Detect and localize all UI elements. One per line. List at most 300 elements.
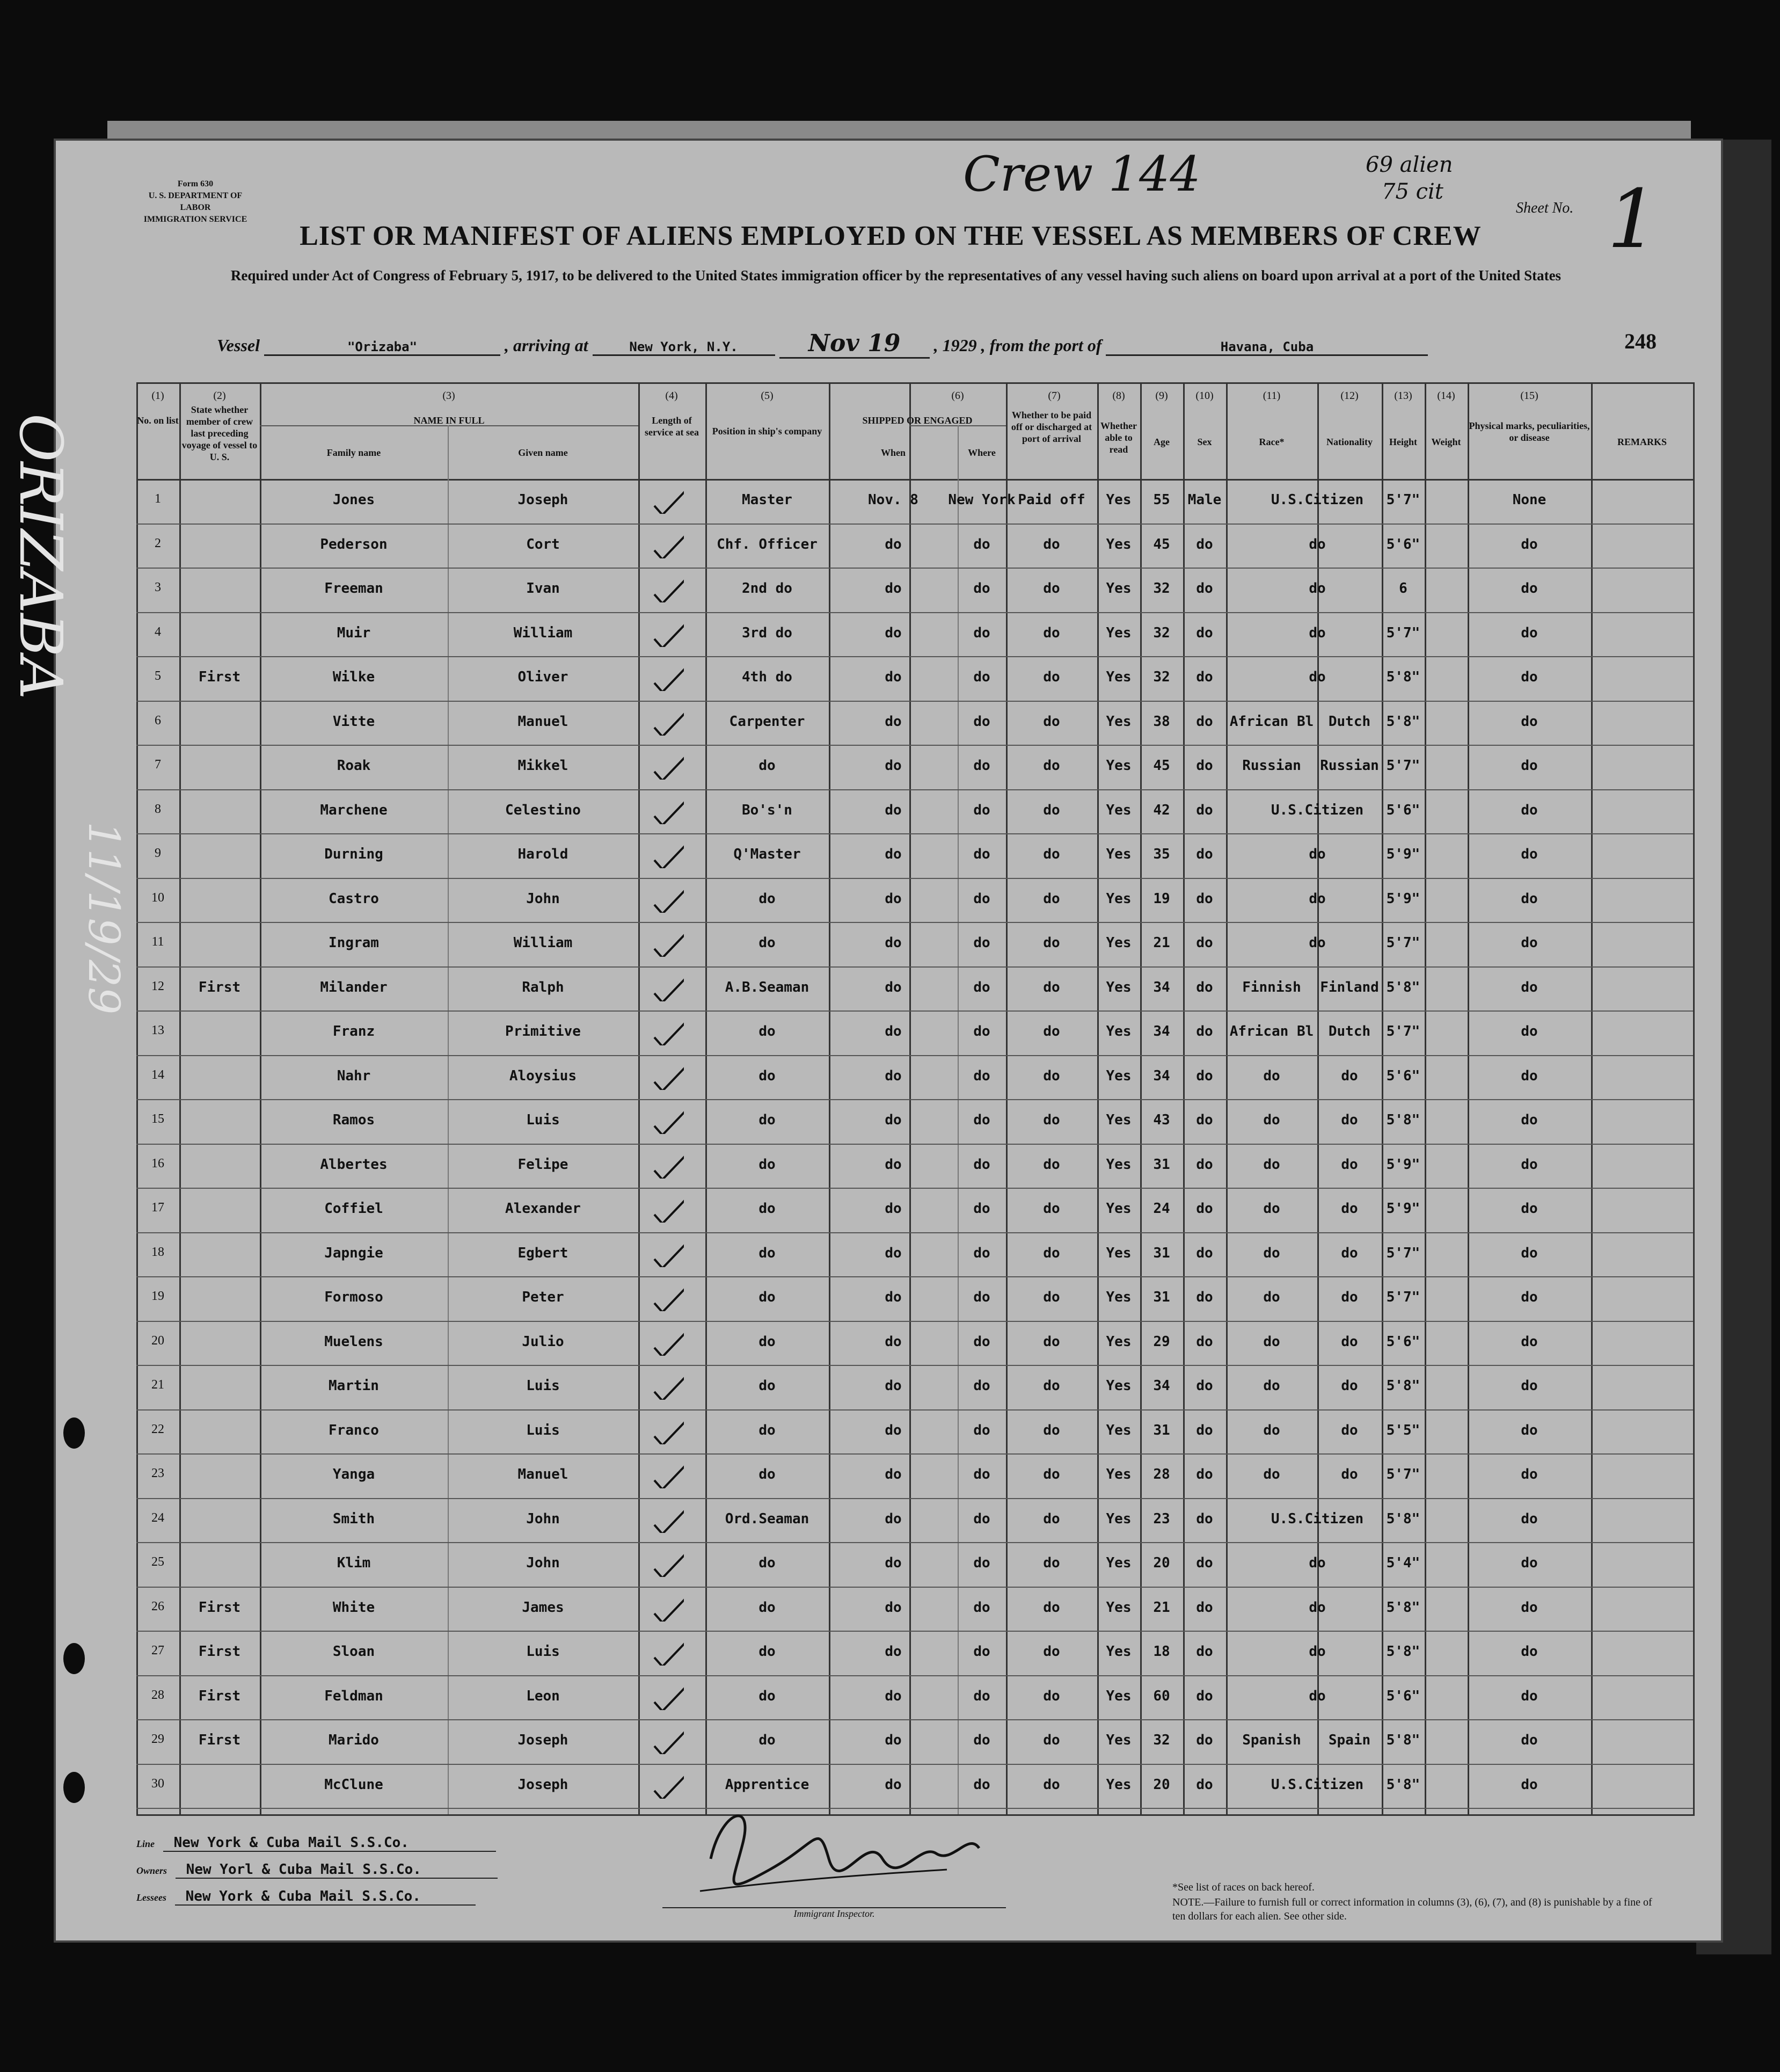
check-mark-icon — [652, 1240, 684, 1267]
table-row-rule — [136, 1587, 1693, 1588]
cell-when: do — [885, 1466, 902, 1482]
cell-race: do — [1263, 1245, 1280, 1261]
check-mark-icon — [652, 620, 684, 647]
row-number: 17 — [151, 1201, 164, 1215]
cell-when: do — [885, 1644, 902, 1660]
cell-given: John — [526, 890, 560, 907]
cell-marks: do — [1521, 1466, 1538, 1482]
cell-when: do — [885, 1333, 902, 1350]
table-row-rule — [136, 1055, 1693, 1056]
cell-paid: Paid off — [1018, 492, 1085, 508]
margin-vessel-name: ORIZABA — [6, 413, 75, 700]
cell-given: Manuel — [517, 1466, 568, 1482]
cell-prev: First — [198, 1644, 241, 1660]
cell-position: do — [758, 1732, 776, 1748]
column-number: (12) — [1340, 390, 1359, 402]
table-row-rule — [136, 612, 1693, 613]
cell-race: Russian — [1242, 758, 1301, 774]
cell-given: Harold — [517, 846, 568, 862]
cell-sex: do — [1196, 1023, 1213, 1039]
cell-read: Yes — [1106, 1289, 1132, 1305]
cell-family: Yanga — [332, 1466, 375, 1482]
cell-age: 34 — [1153, 979, 1170, 995]
cell-height: 5'9" — [1386, 1201, 1420, 1217]
cell-family: Castro — [329, 890, 379, 907]
cell-paid: do — [1043, 758, 1060, 774]
line-label: Line — [136, 1838, 155, 1849]
cell-height: 5'9" — [1386, 846, 1420, 862]
cell-age: 32 — [1153, 580, 1170, 597]
cell-when: do — [885, 713, 902, 730]
cell-nationality: do — [1341, 1466, 1358, 1482]
cell-height: 5'7" — [1386, 1245, 1420, 1261]
row-number: 7 — [155, 758, 161, 772]
cell-paid: do — [1043, 1644, 1060, 1660]
cell-where: New York — [948, 492, 1016, 508]
cell-height: 5'6" — [1386, 1688, 1420, 1704]
cell-marks: do — [1521, 1023, 1538, 1039]
cell-family: Muelens — [324, 1333, 383, 1350]
cell-height: 5'8" — [1386, 1599, 1420, 1616]
cell-position: 3rd do — [742, 624, 792, 641]
departure-port: Havana, Cuba — [1106, 339, 1428, 356]
cell-position: do — [758, 890, 776, 907]
check-mark-icon — [652, 1506, 684, 1533]
cell-prev: First — [198, 1599, 241, 1616]
row-number: 21 — [151, 1378, 164, 1392]
cell-where: do — [973, 846, 990, 862]
row-number: 26 — [151, 1599, 164, 1613]
cell-nationality: do — [1309, 580, 1326, 597]
cell-position: do — [758, 1289, 776, 1305]
cell-read: Yes — [1106, 1201, 1132, 1217]
cell-age: 45 — [1153, 536, 1170, 552]
owners-label: Owners — [136, 1865, 167, 1876]
check-mark-icon — [652, 709, 684, 736]
cell-paid: do — [1043, 1466, 1060, 1482]
owners-value: New Yorl & Cuba Mail S.S.Co. — [176, 1862, 498, 1879]
cell-read: Yes — [1106, 1599, 1132, 1616]
cell-prev: First — [198, 979, 241, 995]
cell-race: do — [1263, 1466, 1280, 1482]
cell-sex: do — [1196, 669, 1213, 685]
check-mark-icon — [652, 1063, 684, 1090]
cell-height: 5'8" — [1386, 1510, 1420, 1527]
cell-where: do — [973, 669, 990, 685]
cell-paid: do — [1043, 935, 1060, 951]
table-row-rule — [136, 922, 1693, 923]
cell-sex: do — [1196, 802, 1213, 818]
cell-sex: do — [1196, 1599, 1213, 1616]
cell-height: 5'7" — [1386, 935, 1420, 951]
row-number: 3 — [155, 580, 161, 594]
cell-read: Yes — [1106, 1422, 1132, 1438]
cell-when: Nov. 8 — [868, 492, 918, 508]
footer-line-row — [136, 1835, 496, 1852]
year: 29 — [959, 336, 977, 355]
cell-read: Yes — [1106, 1688, 1132, 1704]
cell-position: do — [758, 1422, 776, 1438]
cell-read: Yes — [1106, 979, 1132, 995]
cell-age: 35 — [1153, 846, 1170, 862]
cell-nationality: do — [1341, 1333, 1358, 1350]
cell-read: Yes — [1106, 580, 1132, 597]
cell-sex: do — [1196, 1156, 1213, 1173]
row-number: 29 — [151, 1732, 164, 1746]
cell-where: do — [973, 1555, 990, 1571]
form-header — [136, 178, 254, 226]
cell-when: do — [885, 1688, 902, 1704]
cell-age: 42 — [1153, 802, 1170, 818]
table-row-rule — [136, 568, 1693, 569]
check-mark-icon — [652, 1683, 684, 1710]
cell-sex: do — [1196, 1466, 1213, 1482]
cell-where: do — [973, 1422, 990, 1438]
cell-age: 32 — [1153, 1732, 1170, 1748]
cell-read: Yes — [1106, 669, 1132, 685]
cell-position: Bo's'n — [742, 802, 792, 818]
penalty-note: NOTE.—Failure to furnish full or correct information in columns (3), (6), (7), and (8) is punishable by a fine of ten dollars for each alien. See other side. — [1172, 1896, 1652, 1922]
cell-where: do — [973, 1156, 990, 1173]
cell-read: Yes — [1106, 846, 1132, 862]
cell-marks: do — [1521, 1156, 1538, 1173]
cell-height: 5'9" — [1386, 1156, 1420, 1173]
cell-paid: do — [1043, 1378, 1060, 1394]
cell-family: Smith — [332, 1510, 375, 1527]
column-header-weight: Weight — [1431, 437, 1461, 447]
cell-height: 5'8" — [1386, 1112, 1420, 1128]
cell-nationality: do — [1341, 1422, 1358, 1438]
cell-age: 38 — [1153, 713, 1170, 730]
cell-paid: do — [1043, 1776, 1060, 1793]
table-row-rule — [136, 1188, 1693, 1189]
column-header-able-read: Whether able to read — [1100, 420, 1137, 455]
cell-height: 5'7" — [1386, 1023, 1420, 1039]
vessel-line — [217, 330, 1428, 359]
cell-given: Celestino — [505, 802, 581, 818]
cell-marks: do — [1521, 1378, 1538, 1394]
cell-age: 31 — [1153, 1245, 1170, 1261]
table-row-rule — [136, 1010, 1693, 1012]
cell-marks: do — [1521, 1067, 1538, 1084]
cell-when: do — [885, 935, 902, 951]
row-number: 13 — [151, 1023, 164, 1037]
cell-where: do — [973, 890, 990, 907]
cell-marks: do — [1521, 580, 1538, 597]
cell-position: do — [758, 1112, 776, 1128]
column-header-sex: Sex — [1197, 437, 1212, 447]
cell-where: do — [973, 1245, 990, 1261]
cell-marks: do — [1521, 1732, 1538, 1748]
cell-paid: do — [1043, 979, 1060, 995]
row-number: 28 — [151, 1688, 164, 1702]
check-mark-icon — [652, 930, 684, 957]
cell-when: do — [885, 1112, 902, 1128]
cell-age: 32 — [1153, 669, 1170, 685]
cell-race: Finnish — [1242, 979, 1301, 995]
races-note: *See list of races on back hereof. — [1172, 1881, 1315, 1893]
cell-age: 29 — [1153, 1333, 1170, 1350]
cell-height: 5'8" — [1386, 1776, 1420, 1793]
cell-where: do — [973, 802, 990, 818]
cell-when: do — [885, 1245, 902, 1261]
cell-prev: First — [198, 1688, 241, 1704]
cell-where: do — [973, 1378, 990, 1394]
cell-paid: do — [1043, 713, 1060, 730]
cell-family: Franz — [332, 1023, 375, 1039]
row-number: 27 — [151, 1644, 164, 1657]
cell-marks: do — [1521, 890, 1538, 907]
cell-where: do — [973, 979, 990, 995]
cell-age: 32 — [1153, 624, 1170, 641]
crew-table — [136, 382, 1693, 1816]
cell-given: James — [522, 1599, 564, 1616]
cell-marks: do — [1521, 935, 1538, 951]
cell-family: Japngie — [324, 1245, 383, 1261]
column-header-length-service: Length of service at sea — [645, 415, 699, 438]
row-number: 23 — [151, 1466, 164, 1480]
cell-paid: do — [1043, 802, 1060, 818]
cell-family: White — [332, 1599, 375, 1616]
cell-sex: do — [1196, 1201, 1213, 1217]
cell-family: Vitte — [332, 713, 375, 730]
column-number: (15) — [1520, 390, 1538, 402]
cell-given: Luis — [526, 1378, 560, 1394]
column-header-state-member: State whether member of crew last preceding voyage of vessel to U. S. — [181, 404, 258, 462]
cell-given: Ralph — [522, 979, 564, 995]
cell-sex: do — [1196, 1732, 1213, 1748]
cell-age: 19 — [1153, 890, 1170, 907]
cell-where: do — [973, 1644, 990, 1660]
column-number: (9) — [1155, 390, 1168, 402]
cell-nationality: do — [1341, 1156, 1358, 1173]
cell-age: 23 — [1153, 1510, 1170, 1527]
cell-nationality: U.S.Citizen — [1271, 1776, 1364, 1793]
cell-nationality: Spain — [1328, 1732, 1371, 1748]
cell-nationality: U.S.Citizen — [1271, 492, 1364, 508]
column-number: (3) — [442, 390, 455, 402]
cell-sex: do — [1196, 979, 1213, 995]
cell-height: 5'7" — [1386, 758, 1420, 774]
cell-family: Franco — [329, 1422, 379, 1438]
cell-given: John — [526, 1555, 560, 1571]
cell-paid: do — [1043, 669, 1060, 685]
cell-age: 20 — [1153, 1555, 1170, 1571]
cell-sex: do — [1196, 1333, 1213, 1350]
cell-where: do — [973, 713, 990, 730]
cell-marks: do — [1521, 1112, 1538, 1128]
year-prefix: , 19 — [933, 336, 960, 355]
cell-paid: do — [1043, 580, 1060, 597]
cell-when: do — [885, 1599, 902, 1616]
check-mark-icon — [652, 975, 684, 1001]
cell-nationality: do — [1341, 1289, 1358, 1305]
check-mark-icon — [652, 1107, 684, 1134]
cell-where: do — [973, 758, 990, 774]
cell-family: Muir — [337, 624, 371, 641]
cell-when: do — [885, 669, 902, 685]
row-number: 20 — [151, 1333, 164, 1348]
cell-age: 34 — [1153, 1378, 1170, 1394]
row-number: 16 — [151, 1156, 164, 1171]
column-number: (11) — [1263, 390, 1281, 402]
cell-position: do — [758, 1599, 776, 1616]
cell-prev: First — [198, 1732, 241, 1748]
cell-when: do — [885, 1201, 902, 1217]
page-subtitle: Required under Act of Congress of February 5, 1917, to be delivered to the United States immigration officer by the representatives of any vessel having such aliens on board upon arrival at a port of the United States — [230, 267, 1562, 283]
cell-read: Yes — [1106, 1510, 1132, 1527]
row-number: 5 — [155, 669, 161, 683]
cell-given: Oliver — [517, 669, 568, 685]
cell-family: Ramos — [332, 1112, 375, 1128]
cell-read: Yes — [1106, 935, 1132, 951]
form-number: Form 630 — [177, 179, 214, 188]
cell-nationality: do — [1341, 1245, 1358, 1261]
cell-family: Albertes — [320, 1156, 388, 1173]
cell-where: do — [973, 1201, 990, 1217]
table-row-rule — [136, 701, 1693, 702]
cell-nationality: Finland — [1320, 979, 1379, 995]
cell-race: African Bl — [1229, 713, 1314, 730]
table-row-rule — [136, 1099, 1693, 1100]
cell-height: 5'7" — [1386, 1289, 1420, 1305]
cell-paid: do — [1043, 1156, 1060, 1173]
cell-sex: do — [1196, 624, 1213, 641]
row-number: 6 — [155, 713, 161, 728]
cell-position: Master — [742, 492, 792, 508]
table-header-rule — [136, 479, 1693, 481]
cell-sex: do — [1196, 536, 1213, 552]
row-number: 30 — [151, 1776, 164, 1791]
cell-height: 5'4" — [1386, 1555, 1420, 1571]
row-number: 14 — [151, 1067, 164, 1082]
cell-where: do — [973, 1732, 990, 1748]
cell-sex: do — [1196, 1776, 1213, 1793]
cell-paid: do — [1043, 1023, 1060, 1039]
cell-read: Yes — [1106, 802, 1132, 818]
cell-given: Joseph — [517, 1776, 568, 1793]
cell-sex: do — [1196, 1688, 1213, 1704]
cell-given: Julio — [522, 1333, 564, 1350]
cell-family: Coffiel — [324, 1201, 383, 1217]
cell-when: do — [885, 1732, 902, 1748]
check-mark-icon — [652, 1550, 684, 1577]
cell-sex: do — [1196, 1510, 1213, 1527]
cell-read: Yes — [1106, 1776, 1132, 1793]
cell-nationality: Dutch — [1328, 1023, 1371, 1039]
cell-family: Milander — [320, 979, 388, 995]
check-mark-icon — [652, 532, 684, 558]
cell-height: 5'6" — [1386, 536, 1420, 552]
cell-read: Yes — [1106, 1644, 1132, 1660]
table-row-rule — [136, 745, 1693, 746]
cell-position: do — [758, 1555, 776, 1571]
binder-hole — [63, 1417, 85, 1449]
cell-nationality: Russian — [1320, 758, 1379, 774]
page-title: LIST OR MANIFEST OF ALIENS EMPLOYED ON THE VESSEL AS MEMBERS OF CREW — [300, 221, 1482, 251]
cell-paid: do — [1043, 1732, 1060, 1748]
cell-read: Yes — [1106, 1112, 1132, 1128]
row-number: 11 — [151, 935, 164, 949]
cell-sex: do — [1196, 758, 1213, 774]
cell-family: Roak — [337, 758, 371, 774]
inspector-line — [662, 1907, 1006, 1920]
cell-nationality: U.S.Citizen — [1271, 1510, 1364, 1527]
cell-height: 5'8" — [1386, 1378, 1420, 1394]
column-header-position: Position in ship's company — [712, 426, 822, 437]
cell-position: 2nd do — [742, 580, 792, 597]
column-number: (8) — [1112, 390, 1125, 402]
cell-age: 31 — [1153, 1289, 1170, 1305]
table-row-rule — [136, 1764, 1693, 1765]
cell-where: do — [973, 1067, 990, 1084]
table-row-rule — [136, 878, 1693, 879]
cell-height: 5'8" — [1386, 713, 1420, 730]
column-header-race: Race* — [1259, 437, 1285, 447]
column-header-shipped-engaged: SHIPPED OR ENGAGED — [862, 415, 973, 426]
cell-paid: do — [1043, 1201, 1060, 1217]
check-mark-icon — [652, 1462, 684, 1488]
row-number: 2 — [155, 536, 161, 550]
cell-given: Joseph — [517, 492, 568, 508]
cell-read: Yes — [1106, 1555, 1132, 1571]
binder-hole — [63, 1643, 85, 1674]
table-row-rule — [136, 1631, 1693, 1632]
cell-read: Yes — [1106, 1245, 1132, 1261]
cell-height: 5'7" — [1386, 492, 1420, 508]
sheet-number: 1 — [1607, 173, 1659, 266]
cell-paid: do — [1043, 1510, 1060, 1527]
cell-race: do — [1263, 1201, 1280, 1217]
cell-where: do — [973, 580, 990, 597]
cell-when: do — [885, 1156, 902, 1173]
table-top-rule — [136, 382, 1693, 384]
cell-paid: do — [1043, 1289, 1060, 1305]
cell-nationality: do — [1309, 1644, 1326, 1660]
cell-position: Apprentice — [725, 1776, 809, 1793]
binder-hole — [63, 1772, 85, 1803]
cell-race: do — [1263, 1112, 1280, 1128]
cell-age: 31 — [1153, 1422, 1170, 1438]
column-number: (5) — [761, 390, 774, 402]
alien-citizen-count — [1366, 151, 1453, 205]
cell-family: Nahr — [337, 1067, 371, 1084]
cell-given: Luis — [526, 1112, 560, 1128]
cell-position: do — [758, 1688, 776, 1704]
table-row-rule — [136, 524, 1693, 525]
arrival-date: Nov 19 — [779, 330, 930, 359]
from-label: , from the port of — [981, 336, 1102, 355]
cell-marks: do — [1521, 1599, 1538, 1616]
cell-read: Yes — [1106, 1466, 1132, 1482]
cell-nationality: do — [1309, 536, 1326, 552]
cell-given: Joseph — [517, 1732, 568, 1748]
cell-marks: do — [1521, 1245, 1538, 1261]
cell-family: Marchene — [320, 802, 388, 818]
cell-where: do — [973, 1599, 990, 1616]
cell-family: Martin — [329, 1378, 379, 1394]
column-number: (1) — [151, 390, 164, 402]
cell-race: do — [1263, 1422, 1280, 1438]
row-number: 19 — [151, 1289, 164, 1303]
cell-marks: do — [1521, 758, 1538, 774]
cell-nationality: do — [1309, 890, 1326, 907]
row-number: 15 — [151, 1112, 164, 1126]
cell-read: Yes — [1106, 1023, 1132, 1039]
column-number: (6) — [951, 390, 964, 402]
cell-family: Sloan — [332, 1644, 375, 1660]
check-mark-icon — [652, 664, 684, 691]
